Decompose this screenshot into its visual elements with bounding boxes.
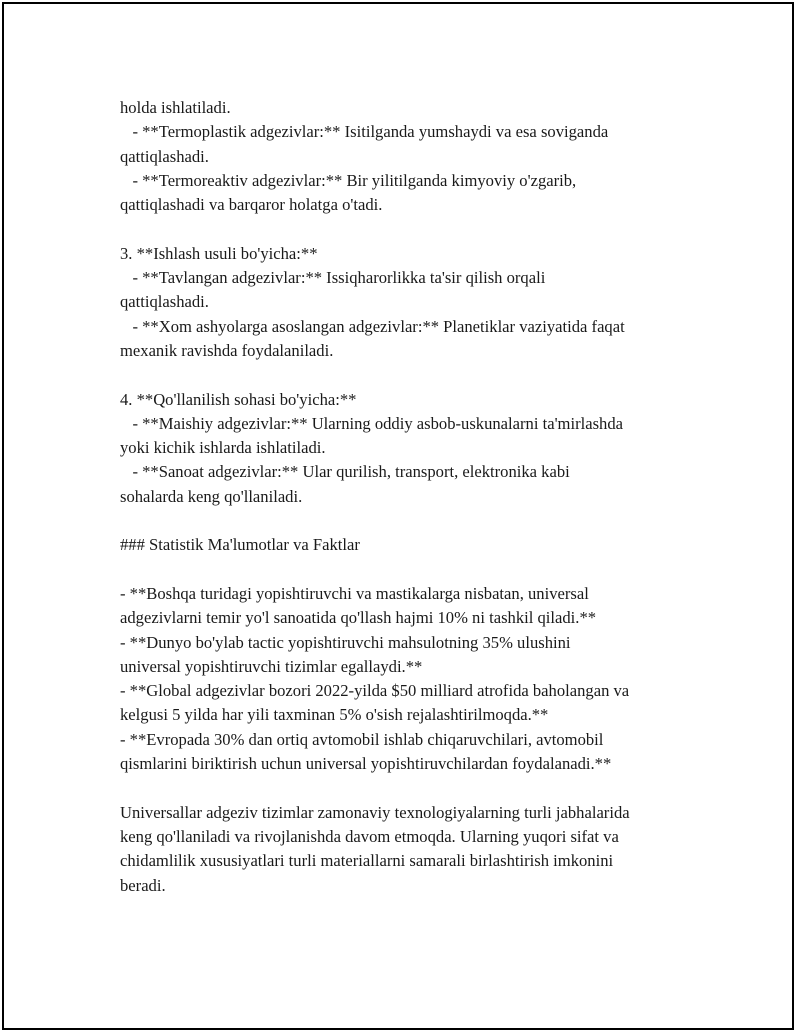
- text-line: - **Termoreaktiv adgezivlar:** Bir yilitilganda kimyoviy o'zgarib,: [120, 170, 577, 190]
- text-line: ### Statistik Ma'lumotlar va Faktlar: [120, 535, 360, 555]
- blank-line: [120, 558, 710, 582]
- text-line: sohalarda keng qo'llaniladi.: [120, 486, 303, 506]
- text-line: adgezivlarni temir yo'l sanoatida qo'llash hajmi 10% ni tashkil qiladi.**: [120, 608, 597, 628]
- text-line: qattiqlashadi.: [120, 292, 209, 312]
- paragraph: [120, 801, 710, 898]
- text-line: - **Maishiy adgezivlar:** Ularning oddiy asbob-uskunalarni ta'mirlashda: [120, 413, 623, 433]
- text-line: beradi.: [120, 875, 166, 895]
- text-line: chidamlilik xususiyatlari turli materiallarni samarali birlashtirish imkonini: [120, 851, 614, 871]
- paragraph: [120, 169, 710, 218]
- text-line: - **Tavlangan adgezivlar:** Issiqharorlikka ta'sir qilish orqali: [120, 268, 546, 288]
- text-line: yoki kichik ishlarda ishlatiladi.: [120, 438, 326, 458]
- document-body: [120, 96, 710, 898]
- text-line: holda ishlatiladi.: [120, 98, 231, 117]
- blank-line: [120, 509, 710, 533]
- paragraph: [120, 460, 710, 509]
- text-line: 4. **Qo'llanilish sohasi bo'yicha:**: [120, 389, 357, 409]
- text-line: kelgusi 5 yilda har yili taxminan 5% o'sish rejalashtirilmoqda.**: [120, 705, 549, 725]
- text-line: qattiqlashadi.: [120, 146, 209, 166]
- text-line: - **Xom ashyolarga asoslangan adgezivlar:** Planetiklar vaziyatida faqat: [120, 316, 625, 336]
- blank-line: [120, 776, 710, 800]
- text-line: - **Evropada 30% dan ortiq avtomobil ishlab chiqaruvchilari, avtomobil: [120, 729, 604, 749]
- paragraph: [120, 728, 710, 777]
- text-line: keng qo'llaniladi va rivojlanishda davom etmoqda. Ularning yuqori sifat va: [120, 826, 619, 846]
- page-frame: [2, 2, 794, 1030]
- text-line: - **Termoplastik adgezivlar:** Isitilganda yumshaydi va esa soviganda: [120, 122, 609, 142]
- blank-line: [120, 217, 710, 241]
- paragraph: [120, 533, 710, 557]
- text-line: mexanik ravishda foydalaniladi.: [120, 340, 334, 360]
- blank-line: [120, 363, 710, 387]
- text-line: universal yopishtiruvchi tizimlar egallaydi.**: [120, 656, 423, 676]
- paragraph: [120, 582, 710, 631]
- text-line: - **Dunyo bo'ylab tactic yopishtiruvchi mahsulotning 35% ulushini: [120, 632, 571, 652]
- paragraph: [120, 120, 710, 169]
- paragraph: [120, 412, 710, 461]
- paragraph: [120, 315, 710, 364]
- text-line: - **Boshqa turidagi yopishtiruvchi va mastikalarga nisbatan, universal: [120, 583, 589, 603]
- text-line: 3. **Ishlash usuli bo'yicha:**: [120, 243, 318, 263]
- paragraph: [120, 266, 710, 315]
- paragraph: [120, 242, 710, 266]
- text-line: qismlarini biriktirish uchun universal yopishtiruvchilardan foydalanadi.**: [120, 754, 612, 774]
- paragraph: [120, 388, 710, 412]
- text-line: - **Global adgezivlar bozori 2022-yilda $50 milliard atrofida baholangan va: [120, 681, 630, 701]
- paragraph: [120, 679, 710, 728]
- text-line: qattiqlashadi va barqaror holatga o'tadi.: [120, 195, 383, 215]
- paragraph: [120, 631, 710, 680]
- paragraph: [120, 96, 710, 120]
- text-line: - **Sanoat adgezivlar:** Ular qurilish, transport, elektronika kabi: [120, 462, 570, 482]
- text-line: Universallar adgeziv tizimlar zamonaviy texnologiyalarning turli jabhalarida: [120, 802, 630, 822]
